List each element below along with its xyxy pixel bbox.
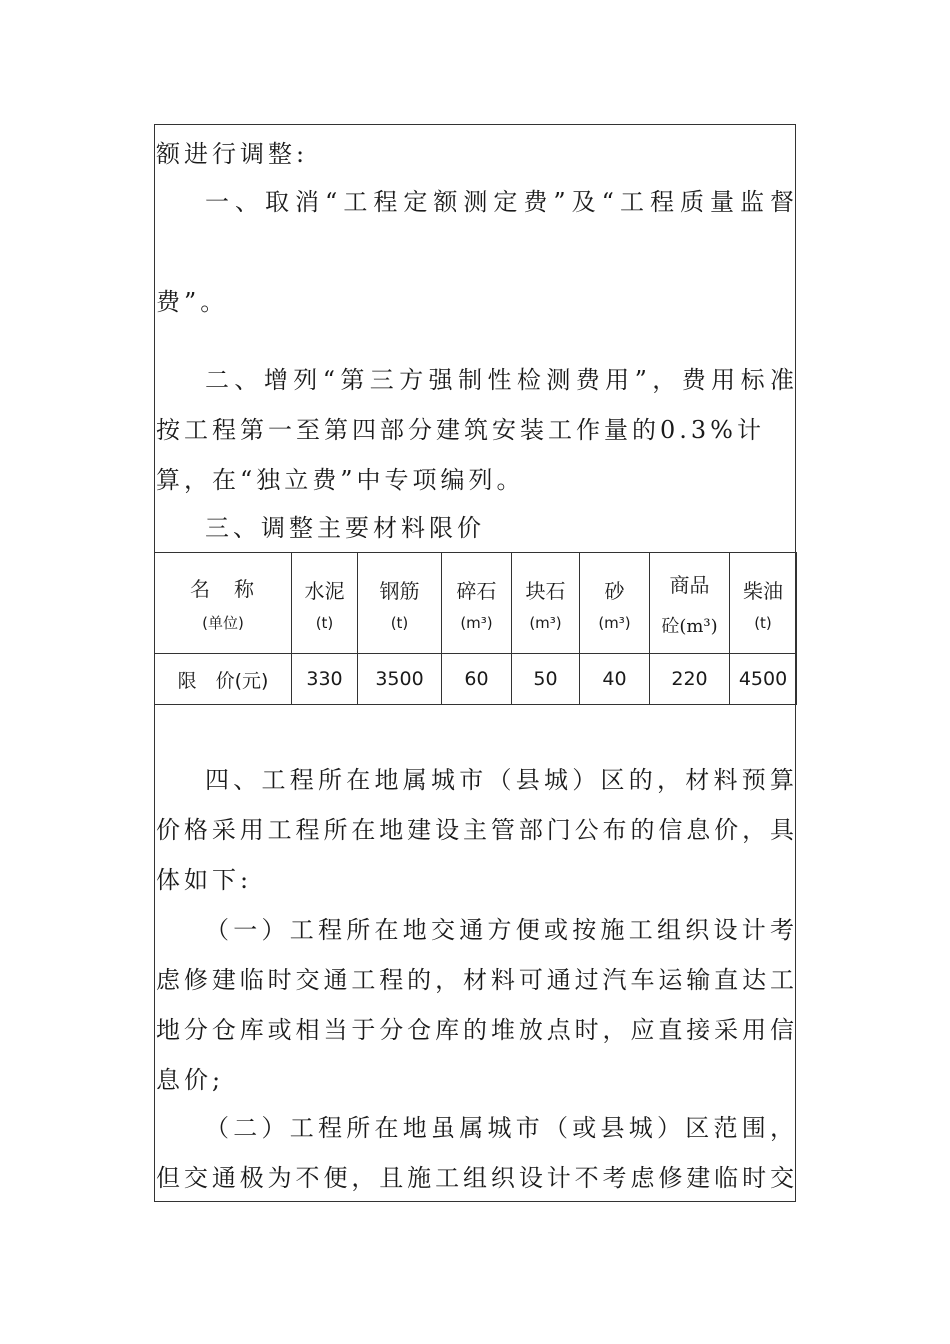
paragraph-line: 价格采用工程所在地建设主管部门公布的信息价，具 <box>156 816 796 844</box>
paragraph-line: 费”。 <box>156 288 229 316</box>
value-cell: 4500 <box>730 654 797 705</box>
section-heading: 三、调整主要材料限价 <box>205 514 485 542</box>
paragraph-line: 四、工程所在地属城市（县城）区的，材料预算 <box>205 766 796 794</box>
value-cell: 220 <box>650 654 730 705</box>
header-cell-gravel: 碎石 (m³) <box>442 553 512 654</box>
paragraph-line: 地分仓库或相当于分仓库的堆放点时，应直接采用信 <box>156 1016 796 1044</box>
header-cell-name: 名 称 (单位) <box>155 553 292 654</box>
paragraph-line: 额进行调整: <box>156 140 309 168</box>
table-header-row <box>155 553 797 654</box>
paragraph-line: （二）工程所在地虽属城市（或县城）区范围， <box>205 1114 796 1142</box>
value-cell: 330 <box>292 654 358 705</box>
header-cell-rubble: 块石 (m³) <box>512 553 580 654</box>
value-cell: 60 <box>442 654 512 705</box>
table-row <box>155 654 797 705</box>
header-cell-diesel: 柴油 (t) <box>730 553 797 654</box>
header-cell-sand: 砂 (m³) <box>580 553 650 654</box>
row-label-cell: 限 价(元) <box>155 654 292 705</box>
paragraph-line: 体如下: <box>156 866 253 894</box>
paragraph-line: 按工程第一至第四部分建筑安装工作量的0.3%计 <box>156 416 765 444</box>
paragraph-line: 虑修建临时交通工程的，材料可通过汽车运输直达工 <box>156 966 796 994</box>
paragraph-line: 但交通极为不便，且施工组织设计不考虑修建临时交 <box>156 1164 796 1192</box>
paragraph-line: 算，在“独立费”中专项编列。 <box>156 466 525 494</box>
paragraph-line: 二、增列“第三方强制性检测费用”，费用标准 <box>205 366 796 394</box>
paragraph-line: （一）工程所在地交通方便或按施工组织设计考 <box>205 916 796 944</box>
material-price-table <box>154 552 797 705</box>
paragraph-line: 息价; <box>156 1066 225 1094</box>
paragraph-line: 一、取消“工程定额测定费”及“工程质量监督 <box>205 188 796 216</box>
header-cell-rebar: 钢筋 (t) <box>358 553 442 654</box>
value-cell: 50 <box>512 654 580 705</box>
value-cell: 3500 <box>358 654 442 705</box>
header-cell-concrete: 商品 砼(m³) <box>650 553 730 654</box>
header-cell-cement: 水泥 (t) <box>292 553 358 654</box>
value-cell: 40 <box>580 654 650 705</box>
